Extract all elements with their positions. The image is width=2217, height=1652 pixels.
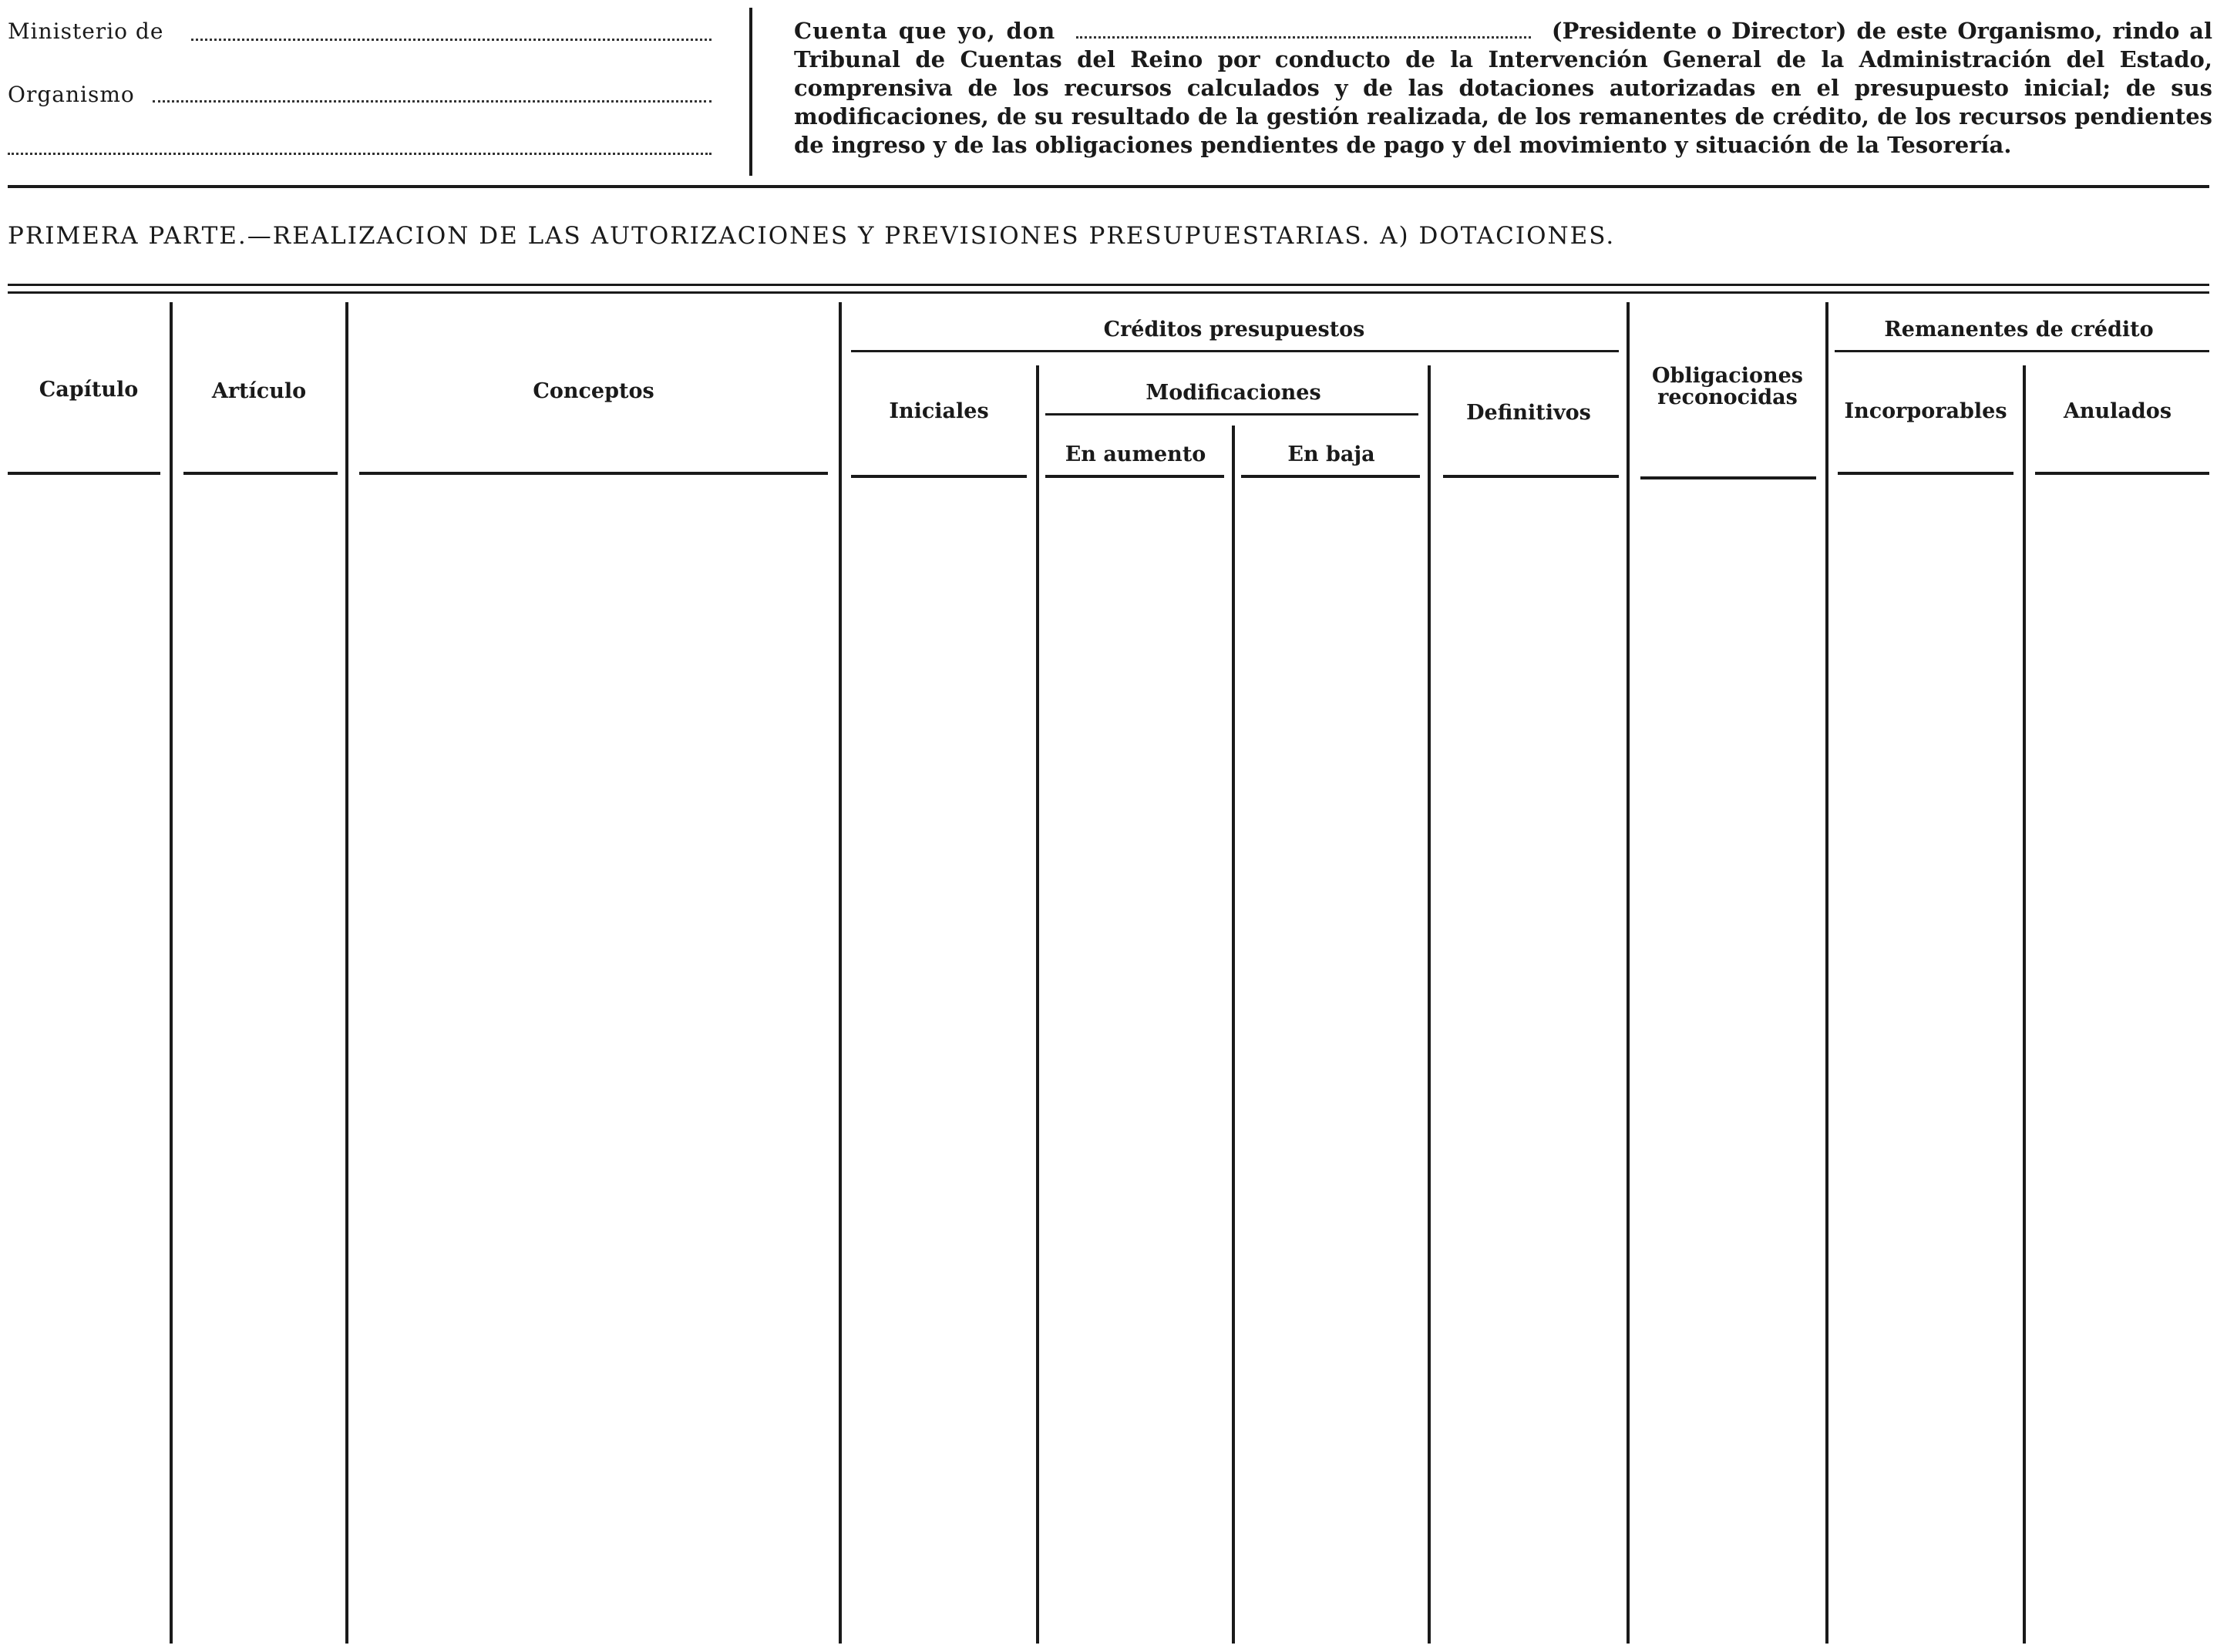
director-name-field[interactable] — [1076, 35, 1531, 39]
ministerio-label: Ministerio de — [8, 19, 164, 44]
th-remanentes: Remanentes de crédito — [1884, 318, 2154, 342]
section-title: PRIMERA PARTE.—REALIZACION DE LAS AUTORIZACIONES Y PREVISIONES PRESUPUESTARIAS. A) DOTACIONES. — [8, 222, 1616, 250]
remanentes-group-rule — [1835, 350, 2209, 352]
obligaciones-rule — [1640, 476, 1816, 479]
th-iniciales: Iniciales — [889, 399, 989, 423]
col-line-5 — [1232, 426, 1235, 1644]
organismo-extra-field[interactable] — [8, 153, 712, 155]
th-obligaciones-line2: reconocidas — [1657, 385, 1798, 409]
conceptos-rule — [359, 472, 828, 475]
ministerio-field[interactable] — [191, 39, 712, 41]
anulados-rule — [2035, 472, 2209, 475]
th-articulo: Artículo — [211, 379, 307, 403]
definitivos-rule — [1443, 475, 1619, 478]
th-en-baja: En baja — [1287, 442, 1375, 466]
modificaciones-group-rule — [1045, 413, 1418, 416]
th-creditos-presupuestos: Créditos presupuestos — [1103, 318, 1365, 342]
en-aumento-rule — [1045, 475, 1224, 478]
th-anulados: Anulados — [2063, 399, 2172, 423]
organismo-label: Organismo — [8, 82, 135, 107]
statement-body: de este Organismo, rindo al Tribunal de Cuentas del Reino por conducto de la Intervención General de la Administración del Estado, comprensiva de los recursos calculados y de las dotaciones autorizadas en el presupuesto inicial; de sus modificaciones, de su resultado de la gestión realizada, de los remanentes de crédito, de los recursos pendientes de ingreso y de las obligaciones pendientes de pago y del movimiento y situación de la Tesorería. — [794, 18, 2212, 158]
col-line-7 — [1627, 302, 1630, 1644]
col-line-6 — [1428, 365, 1431, 1644]
organismo-field[interactable] — [153, 100, 712, 103]
statement-paragraph — [794, 17, 2212, 160]
th-capitulo: Capítulo — [39, 378, 139, 402]
statement-lead: Cuenta que yo, don — [794, 18, 1056, 44]
col-line-8 — [1825, 302, 1828, 1644]
iniciales-rule — [851, 475, 1027, 478]
table-top-rule-1 — [8, 284, 2209, 286]
th-modificaciones: Modificaciones — [1146, 381, 1321, 405]
th-obligaciones-line1: Obligaciones — [1651, 364, 1803, 388]
col-line-9 — [2023, 365, 2026, 1644]
col-line-3 — [839, 302, 842, 1644]
statement-role: (Presidente o Director) — [1551, 18, 1847, 44]
th-conceptos: Conceptos — [533, 379, 654, 403]
th-en-aumento: En aumento — [1065, 442, 1206, 466]
col-line-4 — [1036, 365, 1039, 1644]
capitulo-rule — [8, 472, 160, 475]
col-line-2 — [345, 302, 348, 1644]
th-obligaciones — [1630, 365, 1825, 409]
header-divider — [749, 8, 752, 176]
articulo-rule — [183, 472, 338, 475]
th-definitivos: Definitivos — [1466, 401, 1591, 425]
table-top-rule-2 — [8, 291, 2209, 294]
incorporables-rule — [1838, 472, 2013, 475]
col-line-1 — [170, 302, 173, 1644]
en-baja-rule — [1241, 475, 1420, 478]
th-incorporables: Incorporables — [1844, 399, 2007, 423]
creditos-group-rule — [851, 350, 1619, 352]
header-rule — [8, 185, 2209, 188]
